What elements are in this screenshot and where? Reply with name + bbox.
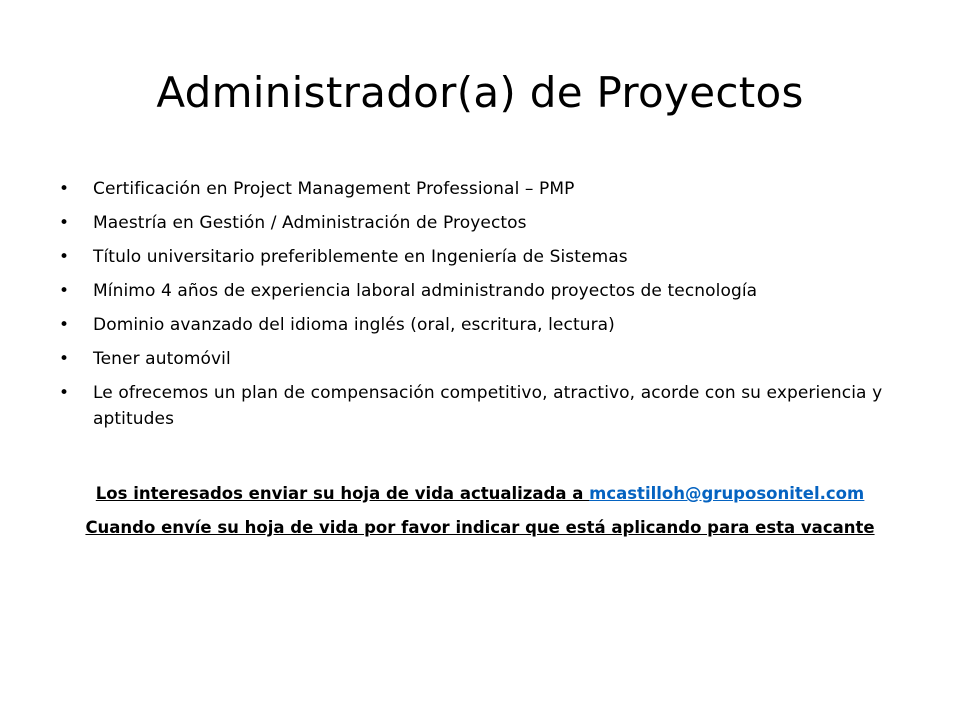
bullet-icon: •: [59, 383, 70, 403]
list-item-text: Título universitario preferiblemente en Ingeniería de Sistemas: [93, 247, 628, 267]
list-item: [59, 244, 899, 270]
list-item: [59, 176, 899, 202]
bullet-icon: •: [59, 213, 70, 233]
contact-instructions: [0, 482, 960, 506]
list-item-text: Le ofrecemos un plan de compensación competitivo, atractivo, acorde con su experiencia y aptitudes: [93, 383, 883, 429]
bullet-icon: •: [59, 179, 70, 199]
list-item-text: Tener automóvil: [93, 349, 231, 369]
list-item: [59, 312, 899, 338]
email-link[interactable]: mcastilloh@gruposonitel.com: [589, 484, 865, 503]
bullet-icon: •: [59, 349, 70, 369]
slide-title: Administrador(a) de Proyectos: [156, 68, 804, 117]
list-item-text: Certificación en Project Management Professional – PMP: [93, 179, 575, 199]
list-item-text: Maestría en Gestión / Administración de Proyectos: [93, 213, 527, 233]
contact-text: Los interesados enviar su hoja de vida actualizada a: [95, 484, 590, 503]
list-item-text: Mínimo 4 años de experiencia laboral administrando proyectos de tecnología: [93, 281, 758, 301]
list-item: [59, 210, 899, 236]
bullet-icon: •: [59, 247, 70, 267]
bullet-icon: •: [59, 281, 70, 301]
bullet-icon: •: [59, 315, 70, 335]
application-note: Cuando envíe su hoja de vida por favor indicar que está aplicando para esta vacante: [85, 518, 875, 537]
requirements-list: [59, 176, 899, 440]
list-item: [59, 346, 899, 372]
list-item: [59, 278, 899, 304]
list-item-text: Dominio avanzado del idioma inglés (oral, escritura, lectura): [93, 315, 615, 335]
list-item: [59, 380, 899, 432]
